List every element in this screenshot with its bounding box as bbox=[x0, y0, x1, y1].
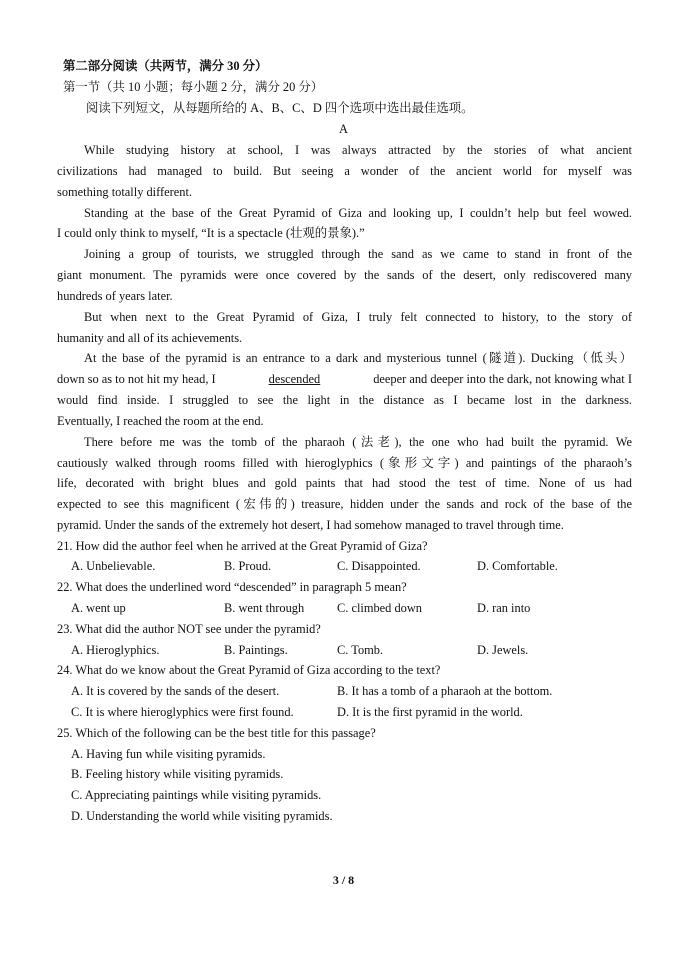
passage-line: humanity and all of its achievements. bbox=[57, 331, 243, 345]
instruction: 阅读下列短文，从每题所给的 A、B、C、D 四个选项中选出最佳选项。 bbox=[86, 101, 474, 115]
passage-line: Eventually, I reached the room at the end. bbox=[57, 414, 264, 428]
question-stem: 24. What do we know about the Great Pyramid of Giza according to the text? bbox=[57, 663, 441, 677]
passage-line: something totally different. bbox=[57, 185, 193, 199]
question-stem: 22. What does the underlined word “descended” in paragraph 5 mean? bbox=[57, 580, 407, 594]
option-d: D. Understanding the world while visiting pyramids. bbox=[71, 809, 333, 823]
option-c: C. climbed down bbox=[337, 601, 423, 615]
option-a: A. It is covered by the sands of the desert. bbox=[71, 684, 280, 698]
passage-line: hundreds of years later. bbox=[57, 289, 173, 303]
question-stem: 23. What did the author NOT see under the pyramid? bbox=[57, 622, 321, 636]
passage-line: life, decorated with bright blues and gold paints that had stood the test of time. None of us had bbox=[57, 476, 632, 490]
passage-line: expected to see this magnificent (宏伟的) treasure, hidden under the sands and rock of the base of the bbox=[57, 497, 632, 511]
option-d: D. It is the first pyramid in the world. bbox=[337, 705, 523, 719]
question-stem: 25. Which of the following can be the best title for this passage? bbox=[57, 726, 376, 740]
part-title: 第二部分阅读（共两节，满分 30 分） bbox=[63, 59, 268, 73]
option-a: A. Hieroglyphics. bbox=[71, 643, 160, 657]
passage-line: would find inside. I struggled to see the light in the distance as I became lost in the darkness. bbox=[57, 393, 632, 407]
option-b: B. It has a tomb of a pharaoh at the bottom. bbox=[337, 684, 553, 698]
option-c: C. Disappointed. bbox=[337, 559, 421, 573]
passage-line: pyramid. Under the sands of the extremely hot desert, I had somehow managed to travel through time. bbox=[57, 518, 564, 532]
option-b: B. Paintings. bbox=[224, 643, 288, 657]
option-c: C. Tomb. bbox=[337, 643, 384, 657]
option-d: D. Comfortable. bbox=[477, 559, 558, 573]
option-a: A. went up bbox=[71, 601, 126, 615]
page-number: 3 / 8 bbox=[332, 873, 355, 887]
passage-line: I could only think to myself, “It is a spectacle (壮观的景象).” bbox=[57, 226, 365, 240]
passage-line: At the base of the pyramid is an entrance to a dark and mysterious tunnel (隧道). Ducking（低头） bbox=[84, 351, 632, 365]
question-stem: 21. How did the author feel when he arrived at the Great Pyramid of Giza? bbox=[57, 539, 428, 553]
option-b: B. Feeling history while visiting pyramids. bbox=[71, 767, 284, 781]
passage-line: cautiously walked through rooms filled with hieroglyphics (象形文字) and paintings of the pharaoh’s bbox=[57, 456, 632, 470]
passage-line: But when next to the Great Pyramid of Giza, I truly felt connected to history, to the story of bbox=[84, 310, 632, 324]
option-a: A. Having fun while visiting pyramids. bbox=[71, 747, 266, 761]
passage-line-underlined bbox=[57, 371, 632, 387]
passage-line: civilizations had managed to build. But seeing a wonder of the ancient world for myself was bbox=[57, 164, 632, 178]
passage-segment: down so as to not hit my head, I bbox=[57, 372, 216, 386]
option-c: C. Appreciating paintings while visiting pyramids. bbox=[71, 788, 322, 802]
passage-segment: deeper and deeper into the dark, not knowing what I bbox=[373, 372, 632, 386]
underlined-word: descended bbox=[268, 372, 321, 386]
passage-line: While studying history at school, I was always attracted by the stories of what ancient bbox=[84, 143, 632, 157]
option-b: B. Proud. bbox=[224, 559, 272, 573]
option-c: C. It is where hieroglyphics were first found. bbox=[71, 705, 294, 719]
passage-label: A bbox=[339, 122, 348, 136]
option-a: A. Unbelievable. bbox=[71, 559, 156, 573]
option-b: B. went through bbox=[224, 601, 305, 615]
section-title-text: 第一节（共 10 小题；每小题 2 分，满分 20 分） bbox=[63, 80, 324, 94]
section-title bbox=[63, 79, 323, 95]
option-d: D. Jewels. bbox=[477, 643, 529, 657]
option-d: D. ran into bbox=[477, 601, 531, 615]
passage-line: There before me was the tomb of the pharaoh (法老), the one who had built the pyramid. We bbox=[84, 435, 632, 449]
passage-line: Joining a group of tourists, we struggled through the sand as we came to stand in front of the bbox=[84, 247, 632, 261]
passage-line: giant monument. The pyramids were once covered by the sands of the desert, only rediscovered many bbox=[57, 268, 632, 282]
passage-line: Standing at the base of the Great Pyramid of Giza and looking up, I couldn’t help but feel wowed. bbox=[84, 206, 632, 220]
